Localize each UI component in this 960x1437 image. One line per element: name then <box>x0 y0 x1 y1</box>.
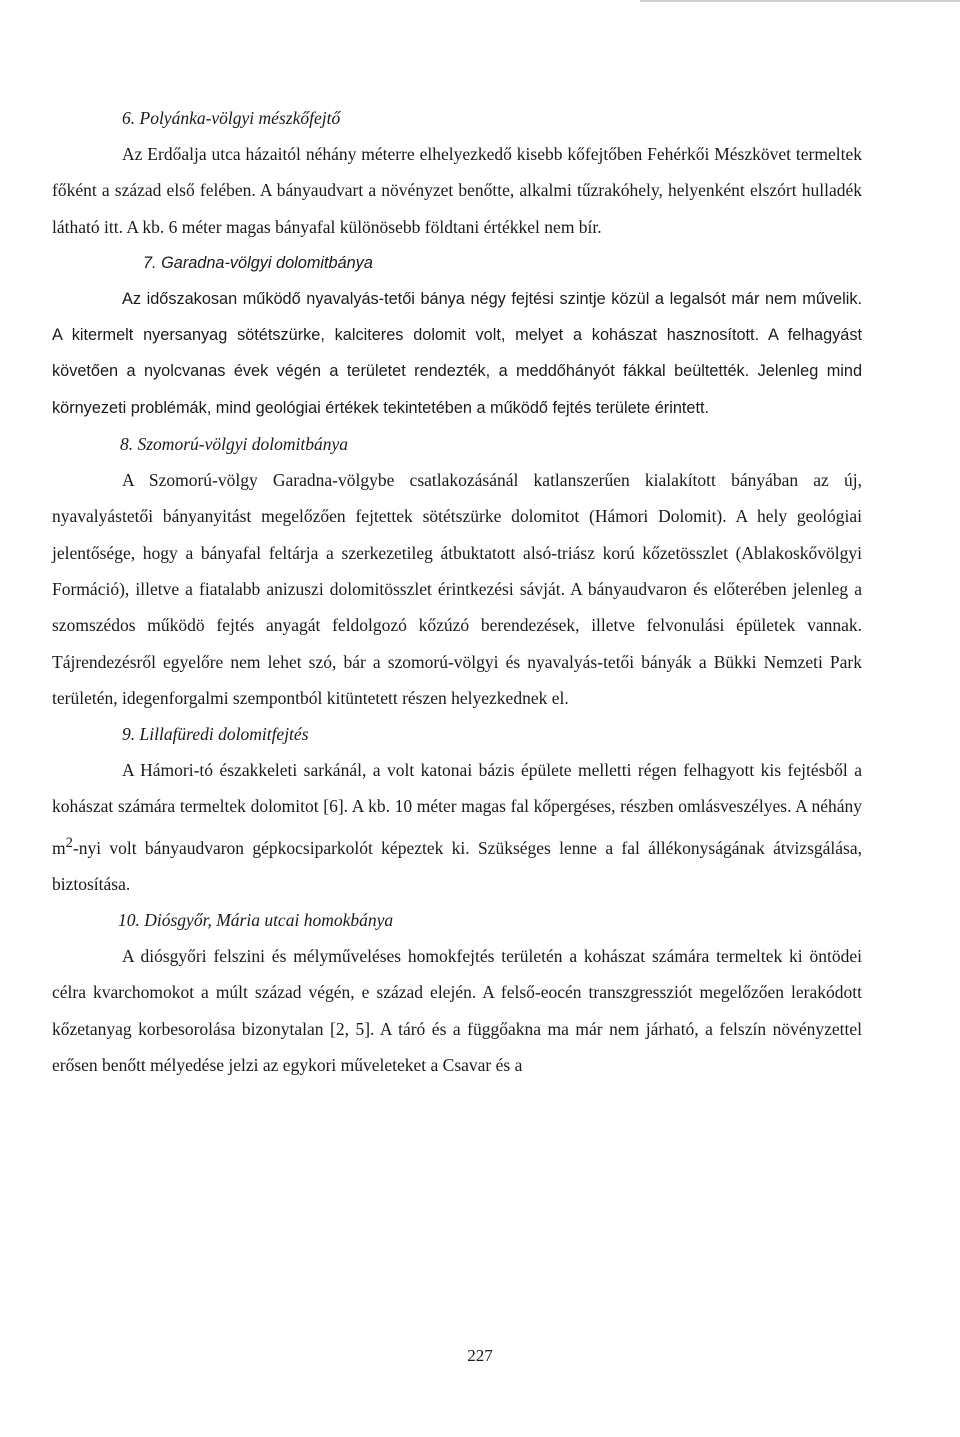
section-text-part: A Hámori-tó északkeleti sarkánál, a volt katonai bázis épülete melletti régen felhagyott kis fejtésből a kohászat számára termeltek dolomitot [6]. A kb. 10 méter magas fal kőpergéses, részben omlásveszélyes. A néhány m <box>52 760 862 858</box>
scan-edge-line <box>640 0 960 2</box>
section-title: 9. Lillafüredi dolomitfejtés <box>122 724 309 745</box>
superscript: 2 <box>65 834 73 851</box>
section-title: 10. Diósgyőr, Mária utcai homokbánya <box>118 910 394 931</box>
section-text: Az időszakosan működő nyavalyás-tetői bánya négy fejtési szintje közül a legalsót már nem művelik. A kitermelt nyersanyag sötétszürke, kalciteres dolomit volt, melyet a kohászat hasznosított. A felhagyást követően a nyolcvanas évek végén a területet rendezték, a meddőhányót fákkal beültették. Jelenleg mind környezeti problémák, mind geológiai értékek tekintetében a működő fejtés területe érintett. <box>52 289 862 417</box>
section-text: A diósgyőri felszini és mélyműveléses homokfejtés területén a kohászat számára termeltek ki öntödei célra kvarchomokot a múlt század végén, e század elején. A felső-eocén transzgressziót megelőzően lerakódott kőzetanyag korbesorolása bizonytalan [2, 5]. A táró és a függőakna ma már nem járható, a felszín növényzettel erősen benőtt mélyedése jelzi az egykori műveleteket a Csavar és a <box>52 946 862 1076</box>
section-10 <box>52 902 862 1083</box>
section-7 <box>52 245 862 426</box>
section-text: Az Erdőalja utca házaitól néhány méterre elhelyezkedő kisebb kőfejtőben Fehérkői Mészkövet termeltek főként a század első felében. A bányaudvart a növényzet benőtte, alkalmi tűzrakóhely, helyenként elszórt hulladék látható itt. A kb. 6 méter magas bányafal különösebb földtani értékkel nem bír. <box>52 144 862 237</box>
section-8 <box>52 426 862 716</box>
section-text: A Szomorú-völgy Garadna-völgybe csatlakozásánál katlanszerűen kialakított bányában az új, nyavalyástetői bányanyitást megelőzően fejtettek sötétszürke dolomitot (Hámori Dolomit). A hely geológiai jelentősége, hogy a bányafal feltárja a szerkezetileg átbuktatott alsó-triász korú kőzetösszlet (Ablakoskővölgyi Formáció), illetve a fiatalabb anizuszi dolomitösszlet érintkezési sávját. A bányaudvaron és előterében jelenleg a szomszédos működö fejtés anyagát feldolgozó kőzúzó berendezések, illetve felvonulási épületek vannak. Tájrendezésről egyelőre nem lehet szó, bár a szomorú-völgyi és nyavalyás-tetői bányák a Bükki Nemzeti Park területén, idegenforgalmi szempontból kitüntetett részen helyezkednek el. <box>52 470 862 708</box>
page-number: 227 <box>467 1346 493 1365</box>
section-6 <box>52 100 862 245</box>
section-title: 7. Garadna-völgyi dolomitbánya <box>143 253 373 272</box>
section-title: 6. Polyánka-völgyi mészkőfejtő <box>122 108 341 128</box>
section-title: 8. Szomorú-völgyi dolomitbánya <box>120 434 348 455</box>
section-9 <box>52 716 862 902</box>
section-text <box>52 752 862 902</box>
document-page <box>52 100 862 1083</box>
section-text-part: -nyi volt bányaudvaron gépkocsiparkolót képeztek ki. Szükséges lenne a fal állékonyságának átvizsgálása, biztosítása. <box>52 837 862 894</box>
